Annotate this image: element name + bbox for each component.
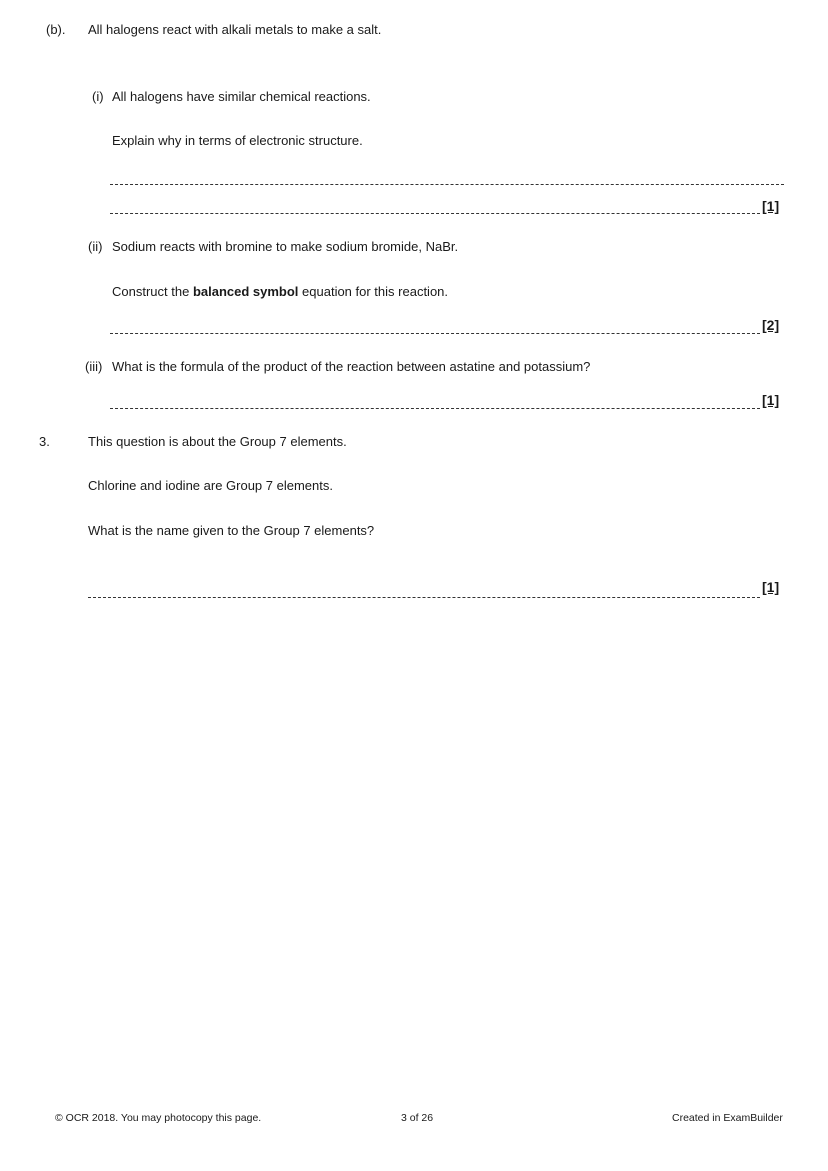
q-ii-instruction: [112, 284, 448, 299]
q3-question: What is the name given to the Group 7 elements?: [88, 523, 375, 538]
footer-page-number: 3 of 26: [401, 1112, 434, 1124]
q3-number: 3.: [39, 434, 50, 449]
q-ii-instruction-pre: Construct the: [112, 284, 193, 299]
q-ii-text: Sodium reacts with bromine to make sodium bromide, NaBr.: [112, 239, 459, 254]
part-b-stem: All halogens react with alkali metals to make a salt.: [88, 22, 382, 37]
footer-copyright: © OCR 2018. You may photocopy this page.: [55, 1112, 262, 1124]
marks-3: [1]: [762, 579, 780, 595]
answer-line-ii[interactable]: [110, 333, 760, 334]
q-iii-text: What is the formula of the product of the reaction between astatine and potassium?: [112, 359, 591, 374]
q3-stem: This question is about the Group 7 elements.: [88, 434, 347, 449]
q-iii-label: (iii): [85, 359, 103, 374]
q-i-label: (i): [92, 89, 104, 104]
footer-created: Created in ExamBuilder: [672, 1112, 783, 1124]
part-b-label: (b).: [46, 22, 66, 37]
q-ii-instruction-bold: balanced symbol: [192, 284, 299, 299]
q-i-instruction: Explain why in terms of electronic structure.: [112, 133, 363, 148]
marks-i: [1]: [762, 198, 780, 214]
answer-line-i-2[interactable]: [110, 213, 760, 214]
q3-line2: Chlorine and iodine are Group 7 elements.: [88, 478, 333, 493]
q-ii-instruction-post: equation for this reaction.: [298, 284, 449, 299]
marks-ii: [2]: [762, 317, 780, 333]
q-i-text: All halogens have similar chemical reactions.: [112, 89, 371, 104]
marks-iii: [1]: [762, 392, 780, 408]
answer-line-i-1[interactable]: [110, 184, 784, 185]
answer-line-3[interactable]: [88, 597, 760, 598]
q-ii-label: (ii): [88, 239, 103, 254]
answer-line-iii[interactable]: [110, 408, 760, 409]
